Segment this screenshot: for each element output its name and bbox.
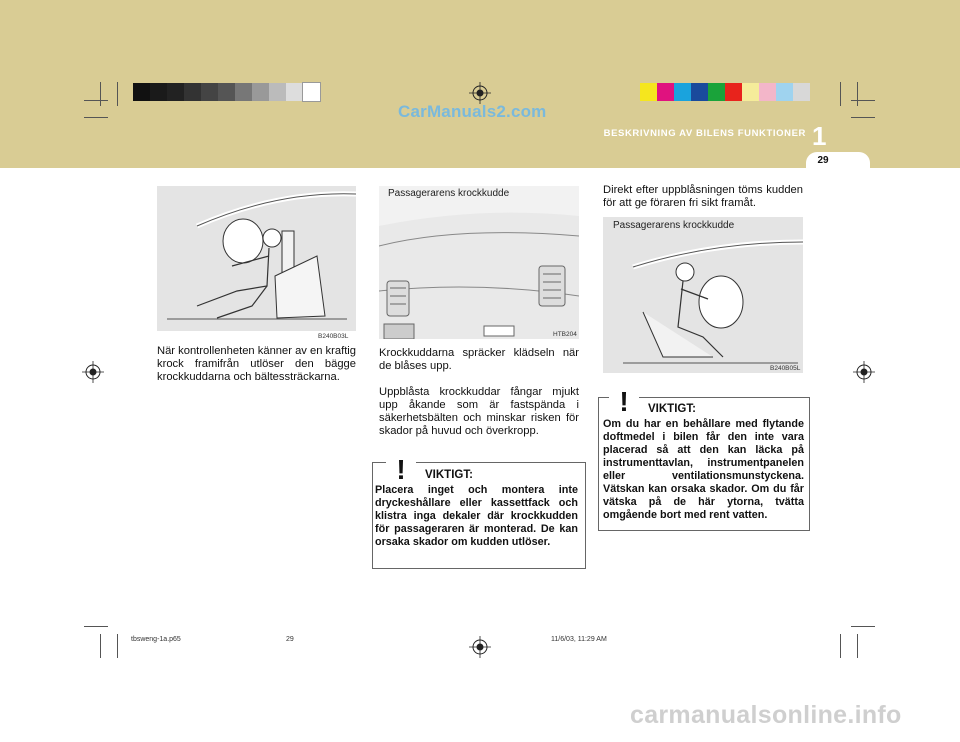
warning-exclamation-icon [609, 385, 639, 415]
warning-title: VIKTIGT: [425, 469, 473, 481]
warning-title: VIKTIGT: [648, 403, 696, 415]
figure-code: HTB204 [553, 331, 577, 338]
crop-mark [840, 82, 841, 106]
svg-text:!: ! [619, 386, 629, 415]
crop-mark [857, 634, 858, 658]
crop-mark [857, 82, 858, 106]
crop-mark [851, 626, 875, 627]
color-bar-swatch [303, 83, 320, 101]
figure-code: B240B03L [318, 333, 349, 340]
color-bar-swatch [674, 83, 691, 101]
crop-mark [84, 117, 108, 118]
crop-mark [840, 634, 841, 658]
color-bar-swatch [725, 83, 742, 101]
registration-mark-icon [853, 361, 875, 383]
color-bar-swatch [708, 83, 725, 101]
color-bar-swatch [235, 83, 252, 101]
crop-mark [100, 634, 101, 658]
footer-file-name: tbsweng-1a.p65 [131, 636, 181, 643]
watermark-bottom[interactable]: carmanualsonline.info [630, 701, 902, 729]
color-bar-swatch [793, 83, 810, 101]
color-bar-swatch [640, 83, 657, 101]
crop-mark [84, 100, 108, 101]
color-bar-swatch [150, 83, 167, 101]
color-bar-swatch [184, 83, 201, 101]
color-bar-swatch [742, 83, 759, 101]
color-bar-swatch [218, 83, 235, 101]
color-bar-swatch [269, 83, 286, 101]
warning-text: Om du har en behållare med flytande doftmedel i bilen får den inte vara placerad så att den kan läcka på instrumenttavlan, instrumentpanelen eller ventilationsmunstyckena. Vätskan kan orsaka skador. Om du får vätska på de här ytorna, tvätta omgående bort med rent vatten. [603, 418, 804, 521]
figure-caption: Passagerarens krockkudde [613, 220, 735, 231]
col3-body-text: Direkt efter uppblåsningen töms kudden för att ge föraren fri sikt framåt. [603, 184, 803, 209]
color-bar-swatch [167, 83, 184, 101]
crop-mark [117, 634, 118, 658]
svg-text:!: ! [396, 454, 406, 483]
watermark-top[interactable]: CarManuals2.com [398, 102, 547, 121]
crop-mark [117, 82, 118, 106]
col2-paragraph-1: Krockkuddarna spräcker klädseln när de blåses upp. [379, 347, 579, 372]
color-bar-swatch [759, 83, 776, 101]
footer-timestamp: 11/6/03, 11:29 AM [551, 636, 607, 643]
crop-mark [851, 100, 875, 101]
color-bar-swatch [691, 83, 708, 101]
color-bar-swatch [776, 83, 793, 101]
color-bar-swatch [657, 83, 674, 101]
color-bar-swatch [252, 83, 269, 101]
warning-text: Placera inget och montera inte dryckeshållare eller kassettfack och klistra inga dekaler där krockkudden för passageraren är monterad. De kan orsaka skador om kudden utlöser. [375, 484, 578, 548]
chapter-number: 1 [812, 121, 827, 151]
section-title: BESKRIVNING AV BILENS FUNKTIONER [603, 128, 806, 139]
crop-mark [851, 117, 875, 118]
registration-mark-icon [469, 82, 491, 104]
footer-page: 29 [286, 636, 294, 643]
crop-mark [84, 626, 108, 627]
col2-paragraph-2: Uppblåsta krockkuddar fångar mjukt upp åkande som är fastspända i säkerhetsbälten och minskar risken för skador på huvud och överkropp. [379, 386, 579, 437]
col1-body-text: När kontrollenheten känner av en kraftig krock framifrån utlöser den bägge krockkuddarna och bältessträckarna. [157, 345, 357, 383]
registration-mark-icon [469, 636, 491, 658]
page-number: 29 [817, 155, 829, 166]
passenger-airbag-dashboard-figure [379, 186, 579, 339]
color-bar-swatch [133, 83, 150, 101]
crop-mark [100, 82, 101, 106]
figure-code: B240B05L [770, 365, 801, 372]
registration-mark-icon [82, 361, 104, 383]
color-bar-swatch [286, 83, 303, 101]
color-bar-swatch [201, 83, 218, 101]
warning-exclamation-icon [386, 453, 416, 483]
passenger-airbag-figure [603, 217, 803, 373]
driver-airbag-figure [157, 186, 356, 331]
figure-caption: Passagerarens krockkudde [388, 188, 510, 199]
